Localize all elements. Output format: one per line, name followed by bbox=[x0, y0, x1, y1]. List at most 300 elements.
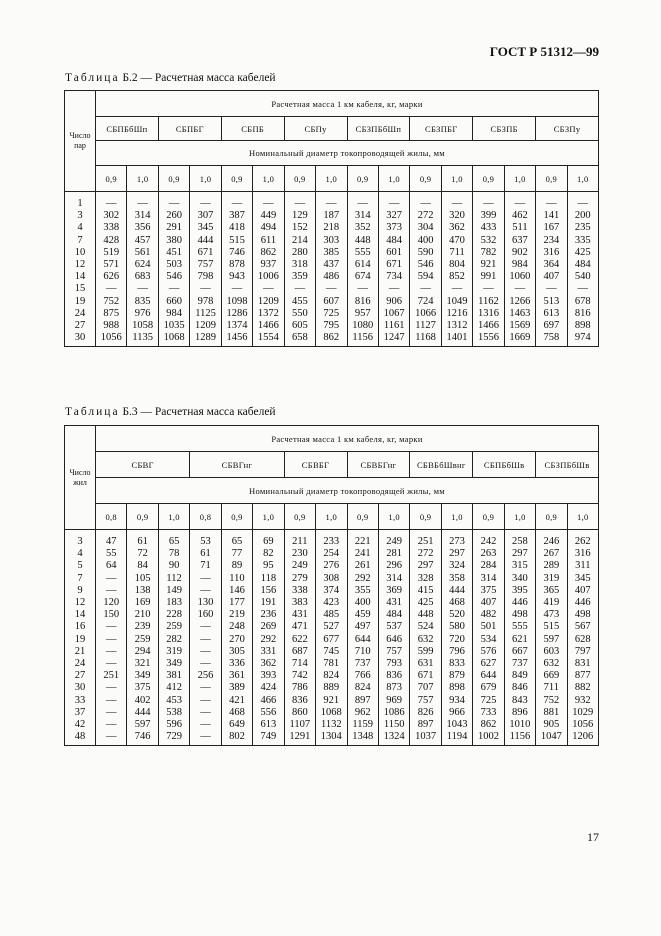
table-cell: 338 bbox=[284, 585, 315, 597]
table-cell: 1463 bbox=[504, 308, 535, 320]
table-cell: 200 bbox=[567, 210, 598, 222]
table-b2-diameter-header: Номинальный диаметр токопроводящей жилы, мм bbox=[96, 141, 599, 166]
table-cell: 187 bbox=[316, 210, 347, 222]
table-cell: 497 bbox=[347, 621, 378, 633]
table-cell: 937 bbox=[253, 259, 284, 271]
table-cell: 1289 bbox=[190, 332, 221, 347]
table-cell: 580 bbox=[441, 621, 472, 633]
table-cell: 966 bbox=[441, 707, 472, 719]
table-cell: 375 bbox=[127, 682, 158, 694]
table-cell: 621 bbox=[504, 634, 535, 646]
table-cell: 1316 bbox=[473, 308, 504, 320]
table-cell: 118 bbox=[253, 573, 284, 585]
table-cell: 1098 bbox=[221, 296, 252, 308]
table-cell: 804 bbox=[441, 259, 472, 271]
table-cell: 437 bbox=[316, 259, 347, 271]
table-cell: 1107 bbox=[284, 719, 315, 731]
table-cell: 349 bbox=[158, 658, 189, 670]
table-cell: 678 bbox=[567, 296, 598, 308]
table-cell: 319 bbox=[158, 646, 189, 658]
table-row bbox=[65, 670, 599, 682]
table-cell: 515 bbox=[221, 235, 252, 247]
table-cell: 444 bbox=[127, 707, 158, 719]
table-cell: — bbox=[190, 192, 221, 211]
table-cell: 733 bbox=[473, 707, 504, 719]
table-cell: 1247 bbox=[378, 332, 409, 347]
table-cell: 249 bbox=[284, 560, 315, 572]
table-cell: 556 bbox=[253, 707, 284, 719]
table-cell: 1043 bbox=[441, 719, 472, 731]
table-cell: 218 bbox=[316, 222, 347, 234]
table-cell: 152 bbox=[284, 222, 315, 234]
table-cell: — bbox=[441, 283, 472, 295]
table-cell: 511 bbox=[504, 222, 535, 234]
table-cell: 146 bbox=[221, 585, 252, 597]
table-cell: — bbox=[96, 192, 127, 211]
diameter-header: 0,9 bbox=[221, 166, 252, 192]
table-cell: 291 bbox=[158, 222, 189, 234]
table-cell: 603 bbox=[536, 646, 567, 658]
table-cell: 898 bbox=[567, 320, 598, 332]
row-label-cell: 14 bbox=[65, 609, 96, 621]
brand-header: СБВБбШвнг bbox=[410, 452, 473, 478]
table-cell: 335 bbox=[567, 235, 598, 247]
table-cell: 303 bbox=[316, 235, 347, 247]
table-row bbox=[65, 585, 599, 597]
table-b3-caption bbox=[65, 406, 276, 418]
table-cell: 1010 bbox=[504, 719, 535, 731]
table-cell: 683 bbox=[127, 271, 158, 283]
table-cell: 1556 bbox=[473, 332, 504, 347]
table-cell: 905 bbox=[536, 719, 567, 731]
table-cell: 90 bbox=[158, 560, 189, 572]
table-cell: 532 bbox=[473, 235, 504, 247]
table-cell: 84 bbox=[127, 560, 158, 572]
table-cell: 501 bbox=[473, 621, 504, 633]
table-cell: 1156 bbox=[347, 332, 378, 347]
table-cell: 757 bbox=[190, 259, 221, 271]
row-label-cell: 27 bbox=[65, 320, 96, 332]
table-cell: — bbox=[221, 283, 252, 295]
table-cell: 365 bbox=[536, 585, 567, 597]
table-cell: 824 bbox=[347, 682, 378, 694]
table-cell: 260 bbox=[158, 210, 189, 222]
table-cell: 627 bbox=[473, 658, 504, 670]
table-cell: — bbox=[96, 573, 127, 585]
table-cell: — bbox=[96, 682, 127, 694]
table-cell: — bbox=[473, 283, 504, 295]
table-cell: 470 bbox=[441, 235, 472, 247]
table-cell: — bbox=[190, 634, 221, 646]
table-cell: 261 bbox=[347, 560, 378, 572]
table-cell: 671 bbox=[378, 259, 409, 271]
table-cell: 361 bbox=[221, 670, 252, 682]
table-row bbox=[65, 731, 599, 746]
table-cell: 1029 bbox=[567, 707, 598, 719]
table-cell: 105 bbox=[127, 573, 158, 585]
row-label-cell: 21 bbox=[65, 646, 96, 658]
table-cell: 596 bbox=[158, 719, 189, 731]
brand-header: СБЗПБбШв bbox=[536, 452, 599, 478]
table-cell: 498 bbox=[504, 609, 535, 621]
table-cell: 671 bbox=[410, 670, 441, 682]
table-cell: 745 bbox=[316, 646, 347, 658]
brand-header: СБВГнг bbox=[190, 452, 284, 478]
table-cell: 150 bbox=[96, 609, 127, 621]
table-cell: 1056 bbox=[96, 332, 127, 347]
table-cell: 284 bbox=[473, 560, 504, 572]
table-cell: — bbox=[253, 283, 284, 295]
table-cell: 451 bbox=[158, 247, 189, 259]
table-row bbox=[65, 560, 599, 572]
table-cell: 906 bbox=[378, 296, 409, 308]
diameter-header: 0,9 bbox=[536, 166, 567, 192]
table-cell: 921 bbox=[473, 259, 504, 271]
row-label-cell: 16 bbox=[65, 621, 96, 633]
table-cell: — bbox=[504, 192, 535, 211]
table-cell: 669 bbox=[536, 670, 567, 682]
table-cell: 270 bbox=[221, 634, 252, 646]
document-id: ГОСТ Р 51312—99 bbox=[489, 44, 599, 59]
brand-header: СБЗПБГ bbox=[410, 117, 473, 141]
table-b2 bbox=[64, 90, 599, 347]
table-cell: 256 bbox=[190, 670, 221, 682]
table-cell: 110 bbox=[221, 573, 252, 585]
row-label-cell: 9 bbox=[65, 585, 96, 597]
diameter-header: 0,9 bbox=[347, 166, 378, 192]
brand-header: СБПБ bbox=[221, 117, 284, 141]
table-cell: 412 bbox=[158, 682, 189, 694]
row-label-cell: 19 bbox=[65, 634, 96, 646]
table-cell: 546 bbox=[158, 271, 189, 283]
table-cell: 897 bbox=[347, 694, 378, 706]
table-cell: 632 bbox=[536, 658, 567, 670]
table-cell: 383 bbox=[284, 597, 315, 609]
table-cell: 766 bbox=[347, 670, 378, 682]
table-cell: 71 bbox=[190, 560, 221, 572]
table-cell: — bbox=[127, 283, 158, 295]
table-row bbox=[65, 548, 599, 560]
table-cell: 387 bbox=[221, 210, 252, 222]
table-b3-diameter-header: Номинальный диаметр токопроводящей жилы, мм bbox=[96, 478, 599, 504]
table-cell: 61 bbox=[190, 548, 221, 560]
table-cell: 862 bbox=[316, 332, 347, 347]
table-cell: 381 bbox=[158, 670, 189, 682]
table-cell: — bbox=[316, 192, 347, 211]
table-cell: 1056 bbox=[567, 719, 598, 731]
table-cell: 1312 bbox=[441, 320, 472, 332]
table-cell: 1206 bbox=[567, 731, 598, 746]
table-cell: 1291 bbox=[284, 731, 315, 746]
table-cell: 373 bbox=[378, 222, 409, 234]
table-row bbox=[65, 192, 599, 211]
table-cell: 1066 bbox=[410, 308, 441, 320]
table-cell: 879 bbox=[441, 670, 472, 682]
table-cell: 679 bbox=[473, 682, 504, 694]
table-cell: 262 bbox=[567, 530, 598, 549]
table-b2-caption-prefix: Таблица bbox=[65, 72, 120, 84]
table-cell: 1047 bbox=[536, 731, 567, 746]
table-cell: 448 bbox=[347, 235, 378, 247]
table-cell: — bbox=[284, 192, 315, 211]
table-cell: 444 bbox=[441, 585, 472, 597]
table-cell: 793 bbox=[378, 658, 409, 670]
row-label-cell: 30 bbox=[65, 332, 96, 347]
table-cell: 267 bbox=[536, 548, 567, 560]
table-cell: 211 bbox=[284, 530, 315, 549]
table-cell: 402 bbox=[127, 694, 158, 706]
table-cell: 796 bbox=[441, 646, 472, 658]
table-row bbox=[65, 235, 599, 247]
table-cell: 235 bbox=[567, 222, 598, 234]
table-cell: 674 bbox=[347, 271, 378, 283]
table-cell: 69 bbox=[253, 530, 284, 549]
table-cell: 711 bbox=[536, 682, 567, 694]
table-cell: 1216 bbox=[441, 308, 472, 320]
table-cell: 129 bbox=[284, 210, 315, 222]
table-cell: 375 bbox=[473, 585, 504, 597]
table-cell: 758 bbox=[536, 332, 567, 347]
table-cell: — bbox=[190, 621, 221, 633]
table-cell: 315 bbox=[504, 560, 535, 572]
table-cell: 294 bbox=[127, 646, 158, 658]
table-cell: — bbox=[567, 283, 598, 295]
table-cell: 259 bbox=[127, 634, 158, 646]
table-cell: 1035 bbox=[158, 320, 189, 332]
table-cell: — bbox=[96, 621, 127, 633]
table-cell: 877 bbox=[567, 670, 598, 682]
diameter-header: 1,0 bbox=[567, 504, 598, 530]
table-cell: 407 bbox=[567, 585, 598, 597]
table-cell: 781 bbox=[316, 658, 347, 670]
table-cell: 72 bbox=[127, 548, 158, 560]
brand-header: СБПБГ bbox=[158, 117, 221, 141]
table-cell: 276 bbox=[316, 560, 347, 572]
table-cell: 167 bbox=[536, 222, 567, 234]
table-cell: 519 bbox=[96, 247, 127, 259]
table-cell: 607 bbox=[316, 296, 347, 308]
table-cell: 567 bbox=[567, 621, 598, 633]
table-cell: 644 bbox=[347, 634, 378, 646]
table-cell: 425 bbox=[410, 597, 441, 609]
table-cell: 1125 bbox=[190, 308, 221, 320]
table-cell: 677 bbox=[316, 634, 347, 646]
table-cell: 932 bbox=[567, 694, 598, 706]
table-cell: 524 bbox=[410, 621, 441, 633]
table-cell: 423 bbox=[316, 597, 347, 609]
table-cell: 352 bbox=[347, 222, 378, 234]
table-cell: 251 bbox=[96, 670, 127, 682]
table-cell: 61 bbox=[127, 530, 158, 549]
table-cell: 385 bbox=[316, 247, 347, 259]
table-cell: — bbox=[410, 192, 441, 211]
table-cell: 485 bbox=[316, 609, 347, 621]
table-cell: 311 bbox=[567, 560, 598, 572]
table-cell: 457 bbox=[127, 235, 158, 247]
table-cell: 599 bbox=[410, 646, 441, 658]
table-cell: 714 bbox=[284, 658, 315, 670]
table-cell: 831 bbox=[567, 658, 598, 670]
table-cell: 407 bbox=[473, 597, 504, 609]
table-cell: 1156 bbox=[504, 731, 535, 746]
table-cell: 498 bbox=[567, 609, 598, 621]
table-b3 bbox=[64, 425, 599, 746]
table-cell: 503 bbox=[158, 259, 189, 271]
table-cell: 1569 bbox=[504, 320, 535, 332]
table-cell: 177 bbox=[221, 597, 252, 609]
table-row bbox=[65, 332, 599, 347]
brand-header: СБЗПу bbox=[536, 117, 599, 141]
diameter-header: 1,0 bbox=[316, 504, 347, 530]
row-label-cell: 4 bbox=[65, 548, 96, 560]
table-cell: — bbox=[473, 192, 504, 211]
table-row bbox=[65, 719, 599, 731]
diameter-header: 1,0 bbox=[316, 166, 347, 192]
table-cell: 214 bbox=[284, 235, 315, 247]
table-cell: 746 bbox=[221, 247, 252, 259]
table-cell: — bbox=[284, 283, 315, 295]
table-cell: 1372 bbox=[253, 308, 284, 320]
table-cell: 515 bbox=[536, 621, 567, 633]
table-cell: 862 bbox=[473, 719, 504, 731]
table-cell: 279 bbox=[284, 573, 315, 585]
table-cell: 296 bbox=[378, 560, 409, 572]
table-cell: 431 bbox=[284, 609, 315, 621]
brand-header: СБПу bbox=[284, 117, 347, 141]
table-cell: 400 bbox=[410, 235, 441, 247]
table-cell: 520 bbox=[441, 609, 472, 621]
table-cell: 484 bbox=[378, 235, 409, 247]
table-cell: 95 bbox=[253, 560, 284, 572]
table-cell: 561 bbox=[127, 247, 158, 259]
table-cell: 974 bbox=[567, 332, 598, 347]
row-label-cell: 10 bbox=[65, 247, 96, 259]
table-cell: 646 bbox=[378, 634, 409, 646]
table-cell: 896 bbox=[504, 707, 535, 719]
table-cell: — bbox=[96, 634, 127, 646]
table-cell: 614 bbox=[347, 259, 378, 271]
row-label-cell: 42 bbox=[65, 719, 96, 731]
table-cell: 513 bbox=[536, 296, 567, 308]
table-cell: 241 bbox=[347, 548, 378, 560]
table-cell: 537 bbox=[378, 621, 409, 633]
table-cell: 307 bbox=[190, 210, 221, 222]
table-cell: 219 bbox=[221, 609, 252, 621]
brand-header: СБЗПБбШп bbox=[347, 117, 410, 141]
table-cell: 305 bbox=[221, 646, 252, 658]
table-cell: 449 bbox=[253, 210, 284, 222]
table-cell: 538 bbox=[158, 707, 189, 719]
table-cell: 1135 bbox=[127, 332, 158, 347]
table-cell: 65 bbox=[158, 530, 189, 549]
table-cell: 1286 bbox=[221, 308, 252, 320]
diameter-header: 0,9 bbox=[284, 166, 315, 192]
table-cell: 943 bbox=[221, 271, 252, 283]
diameter-header: 0,9 bbox=[284, 504, 315, 530]
table-cell: — bbox=[504, 283, 535, 295]
table-cell: 327 bbox=[378, 210, 409, 222]
table-cell: 984 bbox=[504, 259, 535, 271]
table-cell: 897 bbox=[410, 719, 441, 731]
diameter-header: 0,9 bbox=[410, 166, 441, 192]
table-b2-caption bbox=[65, 72, 276, 84]
table-cell: 389 bbox=[221, 682, 252, 694]
table-cell: 169 bbox=[127, 597, 158, 609]
table-cell: 471 bbox=[284, 621, 315, 633]
table-cell: 64 bbox=[96, 560, 127, 572]
table-cell: 725 bbox=[316, 308, 347, 320]
table-cell: 710 bbox=[347, 646, 378, 658]
row-label-cell: 1 bbox=[65, 192, 96, 211]
table-b2-mass-header: Расчетная масса 1 км кабеля, кг, марки bbox=[96, 91, 599, 117]
table-cell: — bbox=[96, 731, 127, 746]
table-cell: 484 bbox=[567, 259, 598, 271]
table-cell: 407 bbox=[536, 271, 567, 283]
table-cell: 757 bbox=[410, 694, 441, 706]
table-cell: 637 bbox=[504, 235, 535, 247]
table-cell: 737 bbox=[504, 658, 535, 670]
table-cell: 984 bbox=[158, 308, 189, 320]
table-cell: 601 bbox=[378, 247, 409, 259]
table-cell: 424 bbox=[253, 682, 284, 694]
table-cell: 1304 bbox=[316, 731, 347, 746]
table-cell: 594 bbox=[410, 271, 441, 283]
table-cell: 835 bbox=[127, 296, 158, 308]
table-cell: 849 bbox=[504, 670, 535, 682]
table-cell: 47 bbox=[96, 530, 127, 549]
table-cell: 308 bbox=[316, 573, 347, 585]
table-cell: 269 bbox=[253, 621, 284, 633]
table-cell: — bbox=[96, 658, 127, 670]
table-cell: — bbox=[158, 283, 189, 295]
table-cell: 336 bbox=[221, 658, 252, 670]
table-b3-caption-prefix: Таблица bbox=[65, 406, 120, 418]
table-cell: 852 bbox=[441, 271, 472, 283]
table-cell: 1466 bbox=[473, 320, 504, 332]
table-cell: 597 bbox=[536, 634, 567, 646]
table-cell: 1058 bbox=[127, 320, 158, 332]
table-row bbox=[65, 646, 599, 658]
table-cell: 1456 bbox=[221, 332, 252, 347]
table-cell: 292 bbox=[347, 573, 378, 585]
table-cell: 289 bbox=[536, 560, 567, 572]
table-cell: 978 bbox=[190, 296, 221, 308]
table-cell: 555 bbox=[347, 247, 378, 259]
table-cell: 1209 bbox=[253, 296, 284, 308]
table-cell: 1002 bbox=[473, 731, 504, 746]
table-cell: — bbox=[347, 192, 378, 211]
table-cell: 282 bbox=[158, 634, 189, 646]
table-cell: 331 bbox=[253, 646, 284, 658]
diameter-header: 1,0 bbox=[190, 166, 221, 192]
table-cell: 141 bbox=[536, 210, 567, 222]
table-cell: 320 bbox=[441, 210, 472, 222]
table-cell: 359 bbox=[284, 271, 315, 283]
table-cell: 431 bbox=[378, 597, 409, 609]
table-cell: 191 bbox=[253, 597, 284, 609]
table-row bbox=[65, 271, 599, 283]
table-cell: 210 bbox=[127, 609, 158, 621]
table-cell: 484 bbox=[378, 609, 409, 621]
table-cell: 649 bbox=[221, 719, 252, 731]
table-cell: 816 bbox=[347, 296, 378, 308]
table-cell: 318 bbox=[284, 259, 315, 271]
table-cell: — bbox=[158, 192, 189, 211]
table-row bbox=[65, 694, 599, 706]
table-cell: 444 bbox=[190, 235, 221, 247]
table-cell: 473 bbox=[536, 609, 567, 621]
row-label-cell: 15 bbox=[65, 283, 96, 295]
